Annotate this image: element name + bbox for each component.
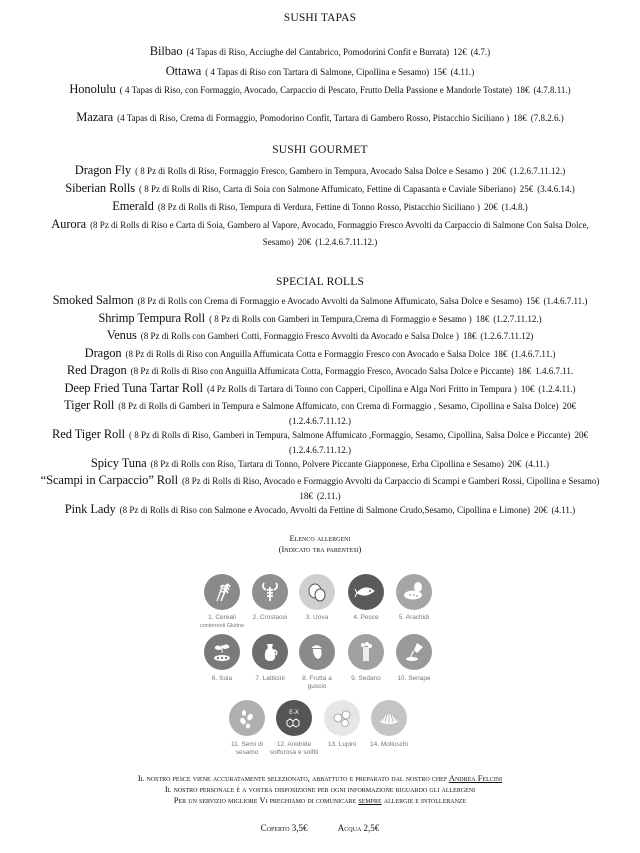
sesame-icon xyxy=(229,700,265,736)
allergen-label-5: 5. Arachidi xyxy=(398,614,430,621)
item-name: Ottawa xyxy=(165,64,202,78)
item-allergens: (4.7.8.11.) xyxy=(533,85,571,95)
item-allergens: (1.4.8.) xyxy=(501,202,528,212)
item-name: Smoked Salmon xyxy=(52,293,134,307)
item-name: Venus xyxy=(106,328,137,342)
item-desc: (8 Pz di Rolls di Gamberi in Tempura e Salmone Affumicato, con Crema di Formaggio , Sesamo, Cipollina e Salsa Dolce) xyxy=(118,401,559,411)
lupin-icon xyxy=(324,700,360,736)
footer-chef-note: Il nostro pesce viene accuratamente selezionato, abbattuto e preparato dal nostro chef Andrea Felcini xyxy=(137,773,503,783)
item-allergens: (3.4.6.14.) xyxy=(537,184,575,194)
allergen-label-2: 2. Crostacei xyxy=(252,614,288,621)
peanut-icon xyxy=(396,574,432,610)
item-price: 18€ xyxy=(493,349,508,359)
item-allergens: (4.7.) xyxy=(470,47,491,57)
item-name: Aurora xyxy=(51,217,87,231)
nut-icon xyxy=(299,634,335,670)
item-name: Red Tiger Roll xyxy=(52,427,125,441)
menu-item-aurora xyxy=(50,216,590,250)
item-desc: ( 8 Pz di Rolls di Riso, Gamberi in Tempura, Salmone Affumicato ,Formaggio, Sesamo, Cipollina, Salsa Dolce e Piccante) xyxy=(128,430,571,440)
item-allergens: (4.11.) xyxy=(450,67,475,77)
item-desc: (8 Pz di Rolls di Riso, Avocado e Formaggio Avvolti da Carpaccio di Scampi e Gamberi Rossi, Cipollina e Sesamo) xyxy=(181,476,600,486)
item-price: 20€ xyxy=(297,237,312,247)
allergens-subtitle: (Indicato tra parentesi) xyxy=(278,544,362,554)
item-name: Mazara xyxy=(76,110,114,124)
allergen-label-3: 3. Uova xyxy=(305,614,329,621)
chef-name: Andrea Felcini xyxy=(448,773,503,783)
allergen-label-13: 13. Lupini xyxy=(327,741,357,748)
item-allergens: (1.2.4.6.7.11.12.) xyxy=(289,416,351,426)
allergen-label-14: 14. Molluschi xyxy=(370,741,408,748)
item-desc: (8 Pz di Rolls di Riso con Anguilla Affumicata Cotta e Formaggio Fresco con Avocado e Salsa Dolce xyxy=(125,349,490,359)
menu-item-pink-lady xyxy=(30,502,610,517)
item-name: Red Dragon xyxy=(66,363,127,377)
item-name: “Scampi in Carpaccio” Roll xyxy=(40,473,178,487)
menu-item-honolulu xyxy=(40,82,600,97)
item-price: 18€ xyxy=(513,113,527,123)
item-name: Dragon Fly xyxy=(74,163,132,177)
allergens-title: Elenco allergeni xyxy=(289,533,351,543)
item-price: 10€ xyxy=(520,384,535,394)
shell-icon xyxy=(371,700,407,736)
menu-item-red-tiger-roll xyxy=(30,427,610,457)
menu-item-spicy-tuna xyxy=(30,456,610,471)
item-allergens: (1.4.6.7.11.) xyxy=(543,296,588,306)
coperto-price: Coperto 3,5€ xyxy=(260,823,308,833)
item-allergens: (1.2.6.7.11.12) xyxy=(480,331,534,341)
allergen-label-1: 1. Cereali contenenti Glutine xyxy=(199,614,245,629)
allergen-label-10: 10. Senape xyxy=(397,675,431,682)
menu-item-bilbao xyxy=(30,44,610,59)
menu-item-red-dragon xyxy=(30,363,610,378)
section-title-sushi-gourmet: SUSHI GOURMET xyxy=(272,144,368,156)
footer-allergy-request: Per un servizio migliore Vi preghiamo di comunicare sempre allergie e intolleranze xyxy=(173,795,467,805)
item-desc: ( 4 Tapas di Riso con Tartara di Salmone, Cipollina e Sesamo) xyxy=(205,67,430,77)
item-desc: (8 Pz di Rolls di Riso, Tempura di Verdura, Fettine di Tonno Rosso, Pistacchio Siciliano ) xyxy=(157,202,481,212)
menu-item-tiger-roll xyxy=(40,398,600,428)
item-price: 12€ xyxy=(453,47,467,57)
allergen-label-8: 8. Frutta a guscio xyxy=(302,675,332,690)
wheat-icon xyxy=(204,574,240,610)
item-price: 20€ xyxy=(507,459,522,469)
footer-staff-note: Il nostro personale è a vostra disposizione per ogni informazione riguardo gli allergeni xyxy=(164,784,476,794)
milk-jug-icon xyxy=(252,634,288,670)
item-name: Spicy Tuna xyxy=(90,456,147,470)
item-allergens: (1.2.6.7.11.12.) xyxy=(510,166,566,176)
eggs-icon xyxy=(299,574,335,610)
item-price: 20€ xyxy=(562,401,576,411)
item-price: 20€ xyxy=(534,505,548,515)
sulphite-icon xyxy=(276,700,312,736)
allergen-label-7: 7. Latticini xyxy=(255,675,285,682)
emphasis-always: sempre xyxy=(358,795,382,805)
item-allergens: (4.11.) xyxy=(551,505,576,515)
item-name: Honolulu xyxy=(69,82,116,96)
menu-item-venus xyxy=(30,328,610,343)
item-price: 25€ xyxy=(519,184,534,194)
menu-item-siberian-rolls xyxy=(20,181,620,196)
item-price: 15€ xyxy=(433,67,447,77)
item-allergens: 1.4.6.7.11. xyxy=(535,366,574,376)
item-desc: ( 8 Pz di Rolls di Riso, Formaggio Fresco, Gambero in Tempura, Avocado Salsa Dolce e Sesamo ) xyxy=(135,166,489,176)
item-allergens: (1.2.7.11.12.) xyxy=(493,314,542,324)
allergen-label-12: 12. Anidride solforosa e solfiti xyxy=(269,741,319,756)
item-name: Bilbao xyxy=(149,44,183,58)
menu-item-emerald xyxy=(30,199,610,214)
item-allergens: (2.11.) xyxy=(316,491,341,501)
menu-item-dragon-fly xyxy=(30,163,610,178)
item-allergens: (1.2.4.6.7.11.12.) xyxy=(315,237,378,247)
item-desc: ( 8 Pz di Rolls di Riso, Carta di Soia con Salmone Affumicato, Fettine di Capasanta e Caviale Siberiano) xyxy=(139,184,516,194)
item-price: 18€ xyxy=(475,314,490,324)
section-title-sushi-tapas: SUSHI TAPAS xyxy=(283,12,357,24)
lobster-icon xyxy=(252,574,288,610)
menu-item-mazara xyxy=(30,110,610,125)
item-name: Pink Lady xyxy=(64,502,116,516)
section-title-special-rolls: SPECIAL ROLLS xyxy=(275,276,365,288)
allergen-label-11: 11. Semi di sesamo xyxy=(230,741,264,756)
allergen-label-9: 9. Sedano xyxy=(351,675,381,682)
svg-text:E-X: E-X xyxy=(289,709,299,716)
item-desc: (8 Pz di Rolls con Crema di Formaggio e Avocado Avvolti da Salmone Affumicato, Salsa Dolce e Sesamo) xyxy=(137,296,522,306)
item-allergens: (1.2.4.11.) xyxy=(538,384,576,394)
menu-item-scampi-in-carpaccio-roll xyxy=(35,473,605,503)
item-price: 20€ xyxy=(484,202,498,212)
item-desc: (8 Pz di Rolls di Riso con Salmone e Avocado, Avvolti da Fettine di Salmone Crudo,Sesamo, Cipollina e Limone) xyxy=(119,505,531,515)
item-desc: (8 Pz di Rolls con Riso, Tartara di Tonno, Polvere Piccante Giapponese, Erba Cipollina e Sesamo) xyxy=(150,459,504,469)
item-allergens: (1.2.4.6.7.11.12.) xyxy=(289,445,351,455)
item-price: 15€ xyxy=(526,296,540,306)
soy-icon xyxy=(204,634,240,670)
item-price: 20€ xyxy=(574,430,588,440)
item-desc: ( 4 Tapas di Riso, con Formaggio, Avocado, Carpaccio di Pescato, Frutto Della Passione e Mandorle Tostate) xyxy=(119,85,512,95)
item-allergens: (7.8.2.6.) xyxy=(530,113,564,123)
allergen-label-4: 4. Pesce xyxy=(353,614,379,621)
menu-item-shrimp-tempura-roll xyxy=(30,311,610,326)
item-name: Tiger Roll xyxy=(63,398,115,412)
menu-item-dragon xyxy=(30,346,610,361)
item-desc: (4 Pz Rolls di Tartara di Tonno con Capperi, Cipollina e Alga Nori Fritto in Tempura ) xyxy=(207,384,517,394)
item-name: Dragon xyxy=(84,346,122,360)
item-price: 18€ xyxy=(515,85,530,95)
fish-icon xyxy=(348,574,384,610)
item-price: 18€ xyxy=(462,331,477,341)
item-name: Deep Fried Tuna Tartar Roll xyxy=(64,381,204,395)
item-price: 18€ xyxy=(517,366,532,376)
item-desc: (4 Tapas di Riso, Crema di Formaggio, Pomodorino Confit, Tartara di Gambero Rosso, Pistacchio Siciliano ) xyxy=(117,113,510,123)
item-desc: ( 8 Pz di Rolls con Gamberi in Tempura,Crema di Formaggio e Sesamo ) xyxy=(209,314,472,324)
item-name: Shrimp Tempura Roll xyxy=(98,311,206,325)
item-price: 20€ xyxy=(492,166,507,176)
item-desc: (8 Pz di Rolls di Riso e Carta di Soia, Gambero al Vapore, Avocado, Formaggio Fresco Avvolti da Carpaccio di Salmone Con Salsa Dolce, Sesamo) xyxy=(90,220,589,247)
menu-item-smoked-salmon xyxy=(15,293,625,308)
extra-charges xyxy=(0,823,640,833)
item-allergens: (1.4.6.7.11.) xyxy=(511,349,556,359)
item-price: 18€ xyxy=(299,491,313,501)
item-name: Siberian Rolls xyxy=(65,181,135,195)
acqua-price: Acqua 2,5€ xyxy=(337,823,380,833)
mustard-icon xyxy=(396,634,432,670)
item-allergens: (4.11.) xyxy=(525,459,550,469)
allergen-label-6: 6. Soia xyxy=(211,675,233,682)
item-desc: (8 Pz di Rolls di Riso con Anguilla Affumicata Cotta, Formaggio Fresco, Avocado Salsa Dolce e Piccante) xyxy=(130,366,514,376)
menu-item-deep-fried-tuna-tartar-roll xyxy=(30,381,610,396)
item-name: Emerald xyxy=(112,199,154,213)
item-desc: (8 Pz di Rolls con Gamberi Cotti, Formaggio Fresco Avvolti da Avocado e Salsa Dolce ) xyxy=(140,331,459,341)
menu-item-ottawa xyxy=(30,64,610,79)
celery-icon xyxy=(348,634,384,670)
item-desc: (4 Tapas di Riso, Acciughe del Cantabrico, Pomodorini Confit e Burrata) xyxy=(186,47,450,57)
